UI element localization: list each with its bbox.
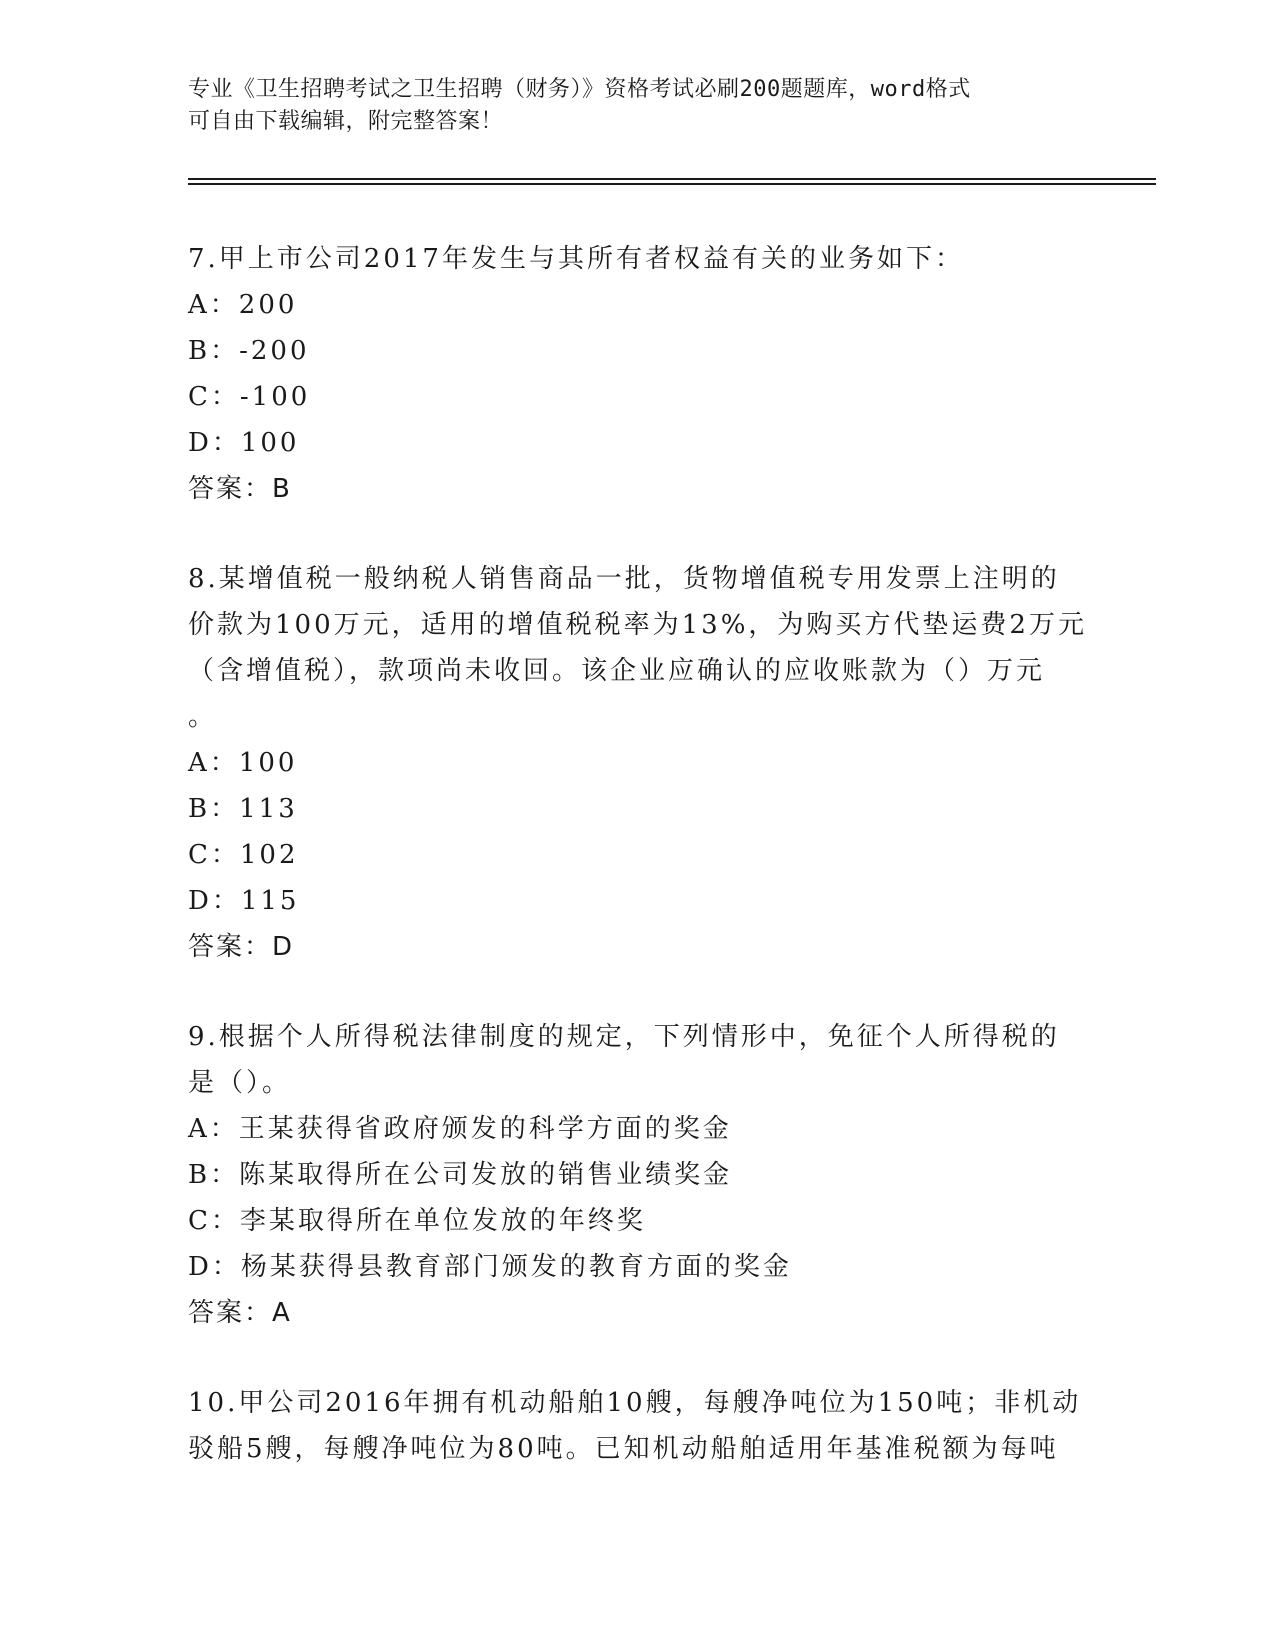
question-7 [188, 236, 1088, 512]
question-stem: 驳船5艘，每艘净吨位为80吨。已知机动船舶适用年基准税额为每吨 [188, 1434, 1059, 1464]
question-8 [188, 556, 1088, 970]
option-d: D：杨某获得县教育部门颁发的教育方面的奖金 [188, 1252, 792, 1282]
option-a: A：王某获得省政府颁发的科学方面的奖金 [188, 1114, 732, 1144]
header-line-1: 专业《卫生招聘考试之卫生招聘（财务）》资格考试必刷200题题库，word格式 [188, 77, 971, 102]
question-stem: 是（）。 [188, 1068, 292, 1098]
answer: 答案：B [188, 474, 292, 504]
option-c: C：-100 [188, 382, 311, 412]
question-list [188, 236, 1088, 1516]
header-line-2: 可自由下载编辑，附完整答案！ [188, 109, 504, 134]
option-b: B：-200 [188, 336, 310, 366]
question-9 [188, 1014, 1088, 1336]
option-c: C：102 [188, 840, 299, 870]
option-b: B：113 [188, 794, 298, 824]
question-stem: （含增值税），款项尚未收回。该企业应确认的应收账款为（）万元 [188, 656, 1046, 686]
option-b: B：陈某取得所在公司发放的销售业绩奖金 [188, 1160, 733, 1190]
option-c: C：李某取得所在单位发放的年终奖 [188, 1206, 646, 1236]
question-stem: 7.甲上市公司2017年发生与其所有者权益有关的业务如下： [188, 244, 964, 274]
option-a: A：100 [188, 748, 298, 778]
option-d: D：115 [188, 886, 300, 916]
document-header [188, 74, 1088, 138]
question-stem: 价款为100万元，适用的增值税税率为13%，为购买方代垫运费2万元 [188, 610, 1087, 640]
question-stem: 9.根据个人所得税法律制度的规定，下列情形中，免征个人所得税的 [188, 1022, 1060, 1052]
header-divider-top [188, 178, 1156, 180]
option-d: D：100 [188, 428, 300, 458]
question-stem: 10.甲公司2016年拥有机动船舶10艘，每艘净吨位为150吨；非机动 [188, 1388, 1082, 1418]
question-10 [188, 1380, 1088, 1472]
answer: 答案：D [188, 932, 295, 962]
question-stem: 8.某增值税一般纳税人销售商品一批，货物增值税专用发票上注明的 [188, 564, 1060, 594]
answer: 答案：A [188, 1298, 292, 1328]
question-stem: 。 [188, 702, 218, 732]
option-a: A：200 [188, 290, 298, 320]
header-divider-bottom [188, 183, 1156, 185]
